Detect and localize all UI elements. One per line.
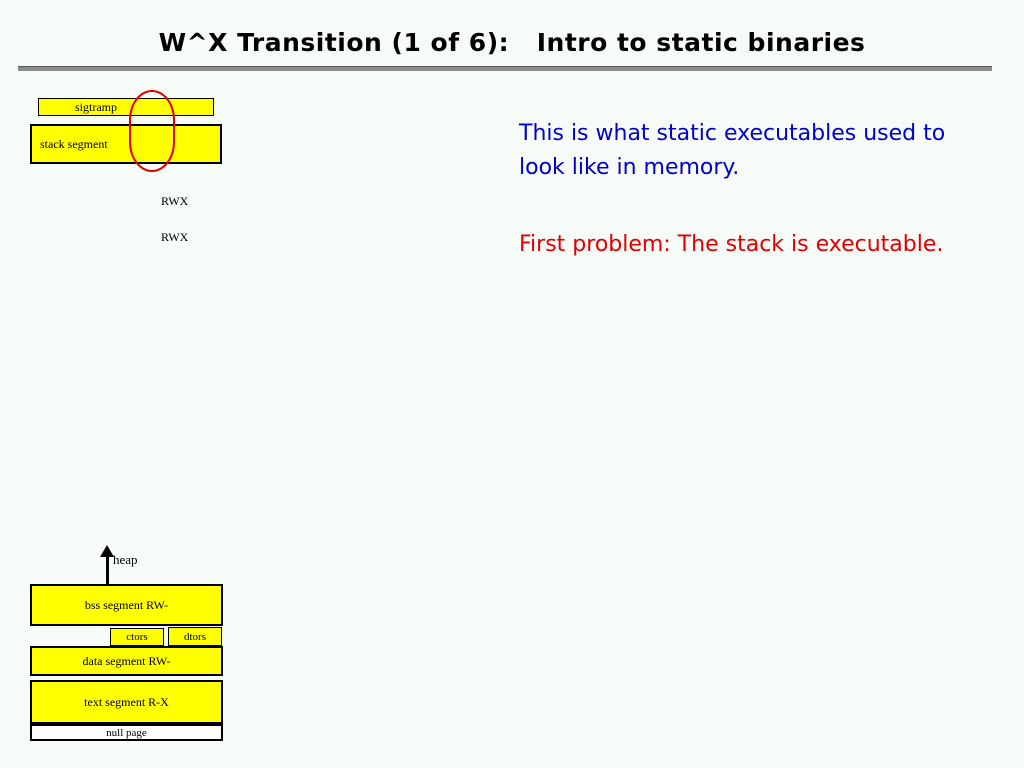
data-segment-box bbox=[30, 646, 223, 676]
sigtramp-permissions: RWX bbox=[161, 194, 189, 208]
heap-arrow-shaft bbox=[106, 552, 109, 588]
note-red: First problem: The stack is executable. bbox=[519, 232, 944, 257]
ctors-box bbox=[110, 628, 164, 646]
data-segment-label: data segment RW- bbox=[82, 653, 171, 668]
sigtramp-segment-box bbox=[38, 98, 214, 116]
page-title: W^X Transition (1 of 6): Intro to static binaries bbox=[158, 28, 866, 57]
null-page-box bbox=[30, 724, 223, 741]
ctors-label: ctors bbox=[126, 631, 148, 643]
null-page-label: null page bbox=[106, 726, 147, 739]
dtors-label: dtors bbox=[184, 630, 206, 643]
sigtramp-label: sigtramp bbox=[75, 99, 117, 114]
stack-segment-box bbox=[30, 124, 222, 164]
title-divider bbox=[18, 66, 992, 71]
highlight-oval-annotation bbox=[129, 90, 175, 172]
note-blue: This is what static executables used to look like in memory. bbox=[519, 121, 946, 181]
bss-segment-box bbox=[30, 584, 223, 626]
text-segment-box bbox=[30, 680, 223, 724]
text-segment-label: text segment R-X bbox=[84, 694, 169, 709]
dtors-box bbox=[168, 627, 222, 646]
heap-label: heap bbox=[113, 552, 138, 567]
stack-memory-diagram bbox=[30, 92, 222, 244]
stack-segment-label: stack segment bbox=[40, 136, 108, 151]
bss-segment-label: bss segment RW- bbox=[84, 597, 169, 612]
stack-permissions: RWX bbox=[161, 230, 189, 244]
